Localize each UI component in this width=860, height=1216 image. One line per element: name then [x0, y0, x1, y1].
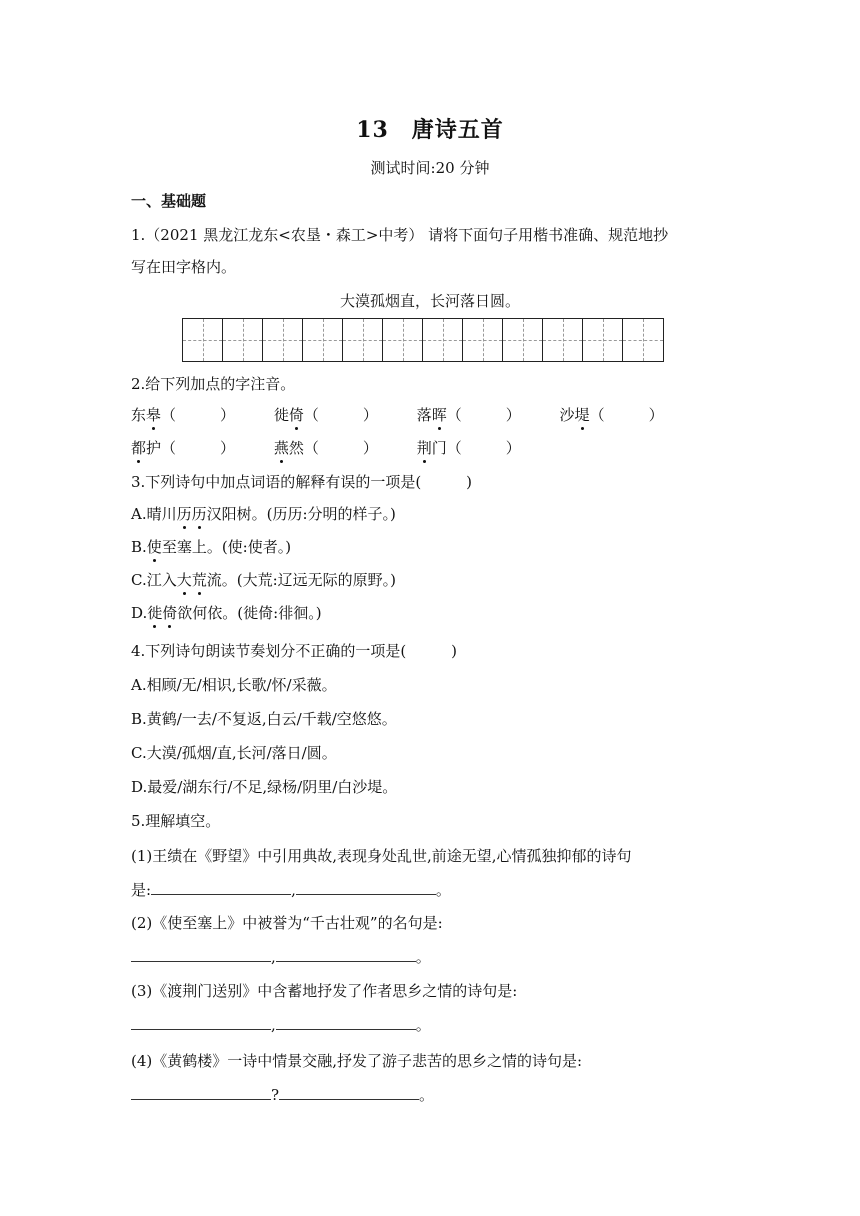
q5-stem: 5.理解填空。 — [131, 812, 221, 830]
answer-blank[interactable] — [131, 1085, 271, 1100]
q3-option-a[interactable]: A.晴川历历汉阳树。(历历:分明的样子。) — [131, 505, 396, 523]
q5-part3-line1: (3)《渡荆门送别》中含蓄地抒发了作者思乡之情的诗句是: — [131, 982, 518, 1000]
q4-option-d[interactable]: D.最爱/湖东行/不足,绿杨/阴里/白沙堤。 — [131, 778, 398, 796]
q2-item: 沙堤（ ） — [559, 406, 664, 424]
grid-cell[interactable] — [623, 319, 663, 361]
q1-sentence: 大漠孤烟直，长河落日圆。 — [339, 292, 520, 310]
answer-blank[interactable] — [279, 1085, 419, 1100]
q1-stem-line2: 写在田字格内。 — [131, 258, 237, 276]
q4-option-c[interactable]: C.大漠/孤烟/直,长河/落日/圆。 — [131, 744, 337, 762]
grid-cell[interactable] — [383, 319, 423, 361]
q5-part4-line1: (4)《黄鹤楼》一诗中情景交融,抒发了游子悲苦的思乡之情的诗句是: — [131, 1052, 583, 1070]
q5-part1-line1: (1)王绩在《野望》中引用典故,表现身处乱世,前途无望,心情孤独抑郁的诗句 — [131, 847, 632, 865]
q5-part1-answer: 是: , 。 — [131, 881, 451, 899]
answer-blank[interactable] — [131, 947, 271, 962]
grid-cell[interactable] — [343, 319, 383, 361]
q4-option-a[interactable]: A.相顾/无/相识,长歌/怀/采薇。 — [131, 676, 337, 694]
q5-part2-answer: , 。 — [131, 946, 431, 967]
test-time: 测试时间:20 分钟 — [370, 159, 490, 177]
grid-cell[interactable] — [303, 319, 343, 361]
q3-option-c[interactable]: C.江入大荒流。(大荒:辽远无际的原野。) — [131, 571, 397, 589]
q3-option-d[interactable]: D.徙倚欲何依。(徙倚:徘徊。) — [131, 604, 322, 622]
q4-option-b[interactable]: B.黄鹤/一去/不复返,白云/千载/空悠悠。 — [131, 710, 397, 728]
q3-option-b[interactable]: B.使至塞上。(使:使者。) — [131, 538, 292, 556]
grid-cell[interactable] — [263, 319, 303, 361]
q5-part3-answer: , 。 — [131, 1014, 431, 1035]
answer-blank[interactable] — [276, 1015, 416, 1030]
answer-blank[interactable] — [276, 947, 416, 962]
q2-stem: 2.给下列加点的字注音。 — [131, 375, 296, 393]
q2-row2 — [131, 437, 555, 458]
q2-item: 徙倚（ ） — [273, 406, 378, 424]
grid-cell[interactable] — [503, 319, 543, 361]
q2-row1 — [131, 404, 698, 425]
page-title: 13 唐诗五首 — [356, 117, 504, 143]
answer-blank[interactable] — [296, 880, 436, 895]
q2-item: 落晖（ ） — [416, 406, 521, 424]
grid-cell[interactable] — [423, 319, 463, 361]
grid-cell[interactable] — [223, 319, 263, 361]
q5-part4-answer: ? 。 — [131, 1084, 434, 1105]
answer-blank[interactable] — [131, 1015, 271, 1030]
grid-cell[interactable] — [463, 319, 503, 361]
q3-stem: 3.下列诗句中加点词语的解释有误的一项是( ) — [131, 473, 473, 491]
q2-item: 燕然（ ） — [273, 439, 378, 457]
grid-cell[interactable] — [183, 319, 223, 361]
q2-item: 东皋（ ） — [131, 406, 236, 424]
section-heading-basic: 一、基础题 — [131, 192, 207, 210]
answer-blank[interactable] — [151, 880, 291, 895]
q1-stem-line1: 1.（2021 黑龙江龙东<农垦・森工>中考） 请将下面句子用楷书准确、规范地抄 — [131, 226, 669, 244]
q4-stem: 4.下列诗句朗读节奏划分不正确的一项是( ) — [131, 642, 458, 660]
grid-cell[interactable] — [583, 319, 623, 361]
q5-part2-line1: (2)《使至塞上》中被誉为“千古壮观”的名句是: — [131, 914, 443, 932]
q2-item: 都护（ ） — [131, 439, 236, 457]
tianzi-grid[interactable] — [182, 318, 664, 362]
q2-item: 荆门（ ） — [416, 439, 521, 457]
grid-cell[interactable] — [543, 319, 583, 361]
